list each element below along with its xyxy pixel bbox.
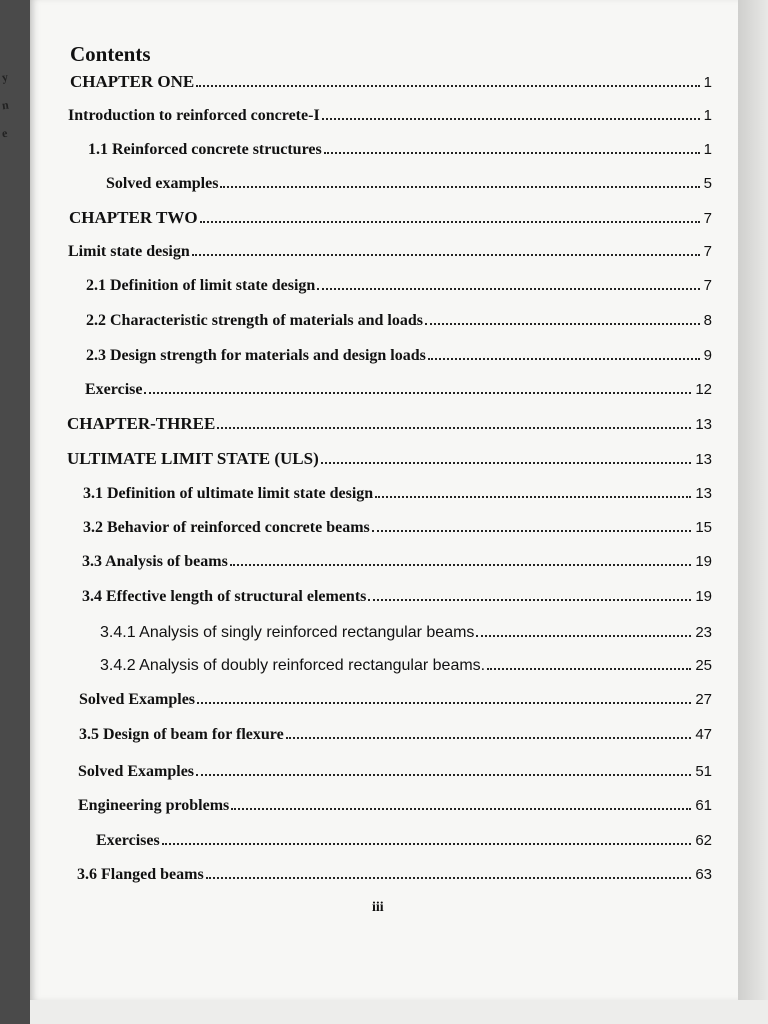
toc-entry[interactable] [86, 312, 712, 330]
toc-entry[interactable] [86, 347, 712, 365]
toc-entry-label: 3.5 Design of beam for flexure [79, 726, 284, 743]
dot-leader [324, 152, 700, 154]
toc-page-number: 7 [703, 243, 712, 260]
toc-entry[interactable] [68, 107, 712, 125]
toc-entry[interactable] [78, 797, 712, 815]
dot-leader [206, 877, 692, 879]
dot-leader [375, 496, 691, 498]
toc-entry-label: 1.1 Reinforced concrete structures [88, 141, 322, 158]
toc-entry[interactable] [69, 208, 712, 228]
toc-entry-label: 3.6 Flanged beams [77, 866, 204, 883]
toc-entry-label: Engineering problems [78, 797, 230, 814]
toc-entry-label: 3.4 Effective length of structural elements [82, 588, 367, 605]
dot-leader [321, 462, 692, 464]
toc-page-number: 23 [695, 624, 712, 641]
toc-entry[interactable] [70, 72, 712, 92]
dot-leader [144, 392, 691, 394]
toc-entry[interactable] [82, 553, 712, 571]
toc-page-number: 19 [695, 553, 712, 570]
page-right-edge [738, 0, 768, 1000]
dot-leader [425, 323, 700, 325]
toc-entry[interactable] [77, 866, 712, 884]
toc-entry-label: CHAPTER-THREE [67, 414, 216, 433]
toc-page-number: 8 [703, 312, 712, 329]
toc-page-number: 15 [695, 519, 712, 536]
toc-page-number: 7 [703, 277, 712, 294]
toc-page-number: 12 [695, 381, 712, 398]
toc-page-number: 63 [695, 866, 712, 883]
toc-entry[interactable] [100, 624, 712, 642]
toc-entry-label: 3.2 Behavior of reinforced concrete beams [83, 519, 370, 536]
toc-entry-label: Limit state design [68, 243, 190, 260]
toc-page-number: 13 [695, 451, 712, 468]
toc-entry[interactable] [68, 243, 712, 261]
dot-leader [217, 427, 691, 429]
dot-leader [220, 186, 699, 188]
dot-leader [196, 774, 691, 776]
toc-entry[interactable] [79, 691, 712, 709]
toc-entry-label: Exercise [85, 381, 143, 398]
toc-entry[interactable] [83, 519, 712, 537]
dot-leader [196, 85, 699, 87]
dot-leader [428, 358, 700, 360]
toc-page-number: 7 [703, 210, 712, 227]
contents-heading: Contents [70, 42, 151, 66]
toc-entry-label: 3.4.1 Analysis of singly reinforced rectangular beams [100, 624, 475, 641]
toc-entry-label: Solved examples [106, 175, 219, 192]
dot-leader [231, 808, 691, 810]
toc-entry-label: Solved Examples [78, 763, 195, 780]
margin-mark: n [0, 97, 10, 113]
toc-entry-label: Introduction to reinforced concrete-I [68, 107, 320, 124]
toc-entry[interactable] [106, 175, 712, 193]
toc-entry-label: 2.1 Definition of limit state design [86, 277, 316, 294]
page-footer-number: iii [372, 900, 384, 915]
toc-entry[interactable] [67, 449, 712, 469]
toc-page-number: 61 [695, 797, 712, 814]
toc-entry[interactable] [88, 141, 712, 159]
toc-entry[interactable] [85, 381, 712, 399]
toc-page-number: 51 [695, 763, 712, 780]
toc-entry-label: CHAPTER ONE [70, 72, 195, 91]
toc-entry[interactable] [86, 277, 712, 295]
toc-page-number: 5 [703, 175, 712, 192]
toc-entry-label: Exercises [96, 832, 160, 849]
dot-leader [200, 221, 700, 223]
toc-page-number: 27 [695, 691, 712, 708]
dot-leader [197, 702, 691, 704]
toc-page-number: 1 [703, 141, 712, 158]
page-bottom-strip [30, 1000, 768, 1024]
toc-entry[interactable] [67, 414, 712, 434]
margin-mark: y [0, 69, 9, 85]
toc-page-number: 1 [703, 74, 712, 91]
toc-entry[interactable] [100, 657, 712, 675]
toc-page-number: 9 [703, 347, 712, 364]
toc-entry[interactable] [82, 588, 712, 606]
toc-page-number: 19 [695, 588, 712, 605]
toc-entry-label: Solved Examples [79, 691, 196, 708]
toc-page-number: 1 [703, 107, 712, 124]
margin-mark: e [0, 125, 9, 141]
toc-page-number: 13 [695, 485, 712, 502]
toc-entry[interactable] [83, 485, 712, 503]
dot-leader [476, 635, 691, 637]
toc-entry-label: CHAPTER TWO [69, 208, 198, 227]
dot-leader [487, 668, 691, 670]
toc-entry-label: 3.4.2 Analysis of doubly reinforced rectangular beams. [100, 657, 486, 674]
toc-page-number: 13 [695, 416, 712, 433]
toc-entry-label: 2.2 Characteristic strength of materials and loads [86, 312, 423, 329]
dot-leader [372, 530, 692, 532]
dot-leader [162, 843, 692, 845]
dot-leader [368, 599, 691, 601]
dot-leader [230, 564, 692, 566]
toc-entry-label: 3.3 Analysis of beams [82, 553, 228, 570]
toc-entry-label: 3.1 Definition of ultimate limit state design [83, 485, 374, 502]
dot-leader [322, 118, 700, 120]
dot-leader [192, 254, 700, 256]
toc-entry[interactable] [79, 726, 712, 744]
toc-page-number: 47 [695, 726, 712, 743]
toc-entry[interactable] [96, 832, 712, 850]
toc-entry-label: ULTIMATE LIMIT STATE (ULS) [67, 449, 319, 468]
toc-page-number: 25 [695, 657, 712, 674]
toc-page-number: 62 [695, 832, 712, 849]
toc-entry[interactable] [78, 763, 712, 781]
toc-entry-label: 2.3 Design strength for materials and design loads [86, 347, 426, 364]
dot-leader [317, 288, 699, 290]
dot-leader [286, 737, 692, 739]
